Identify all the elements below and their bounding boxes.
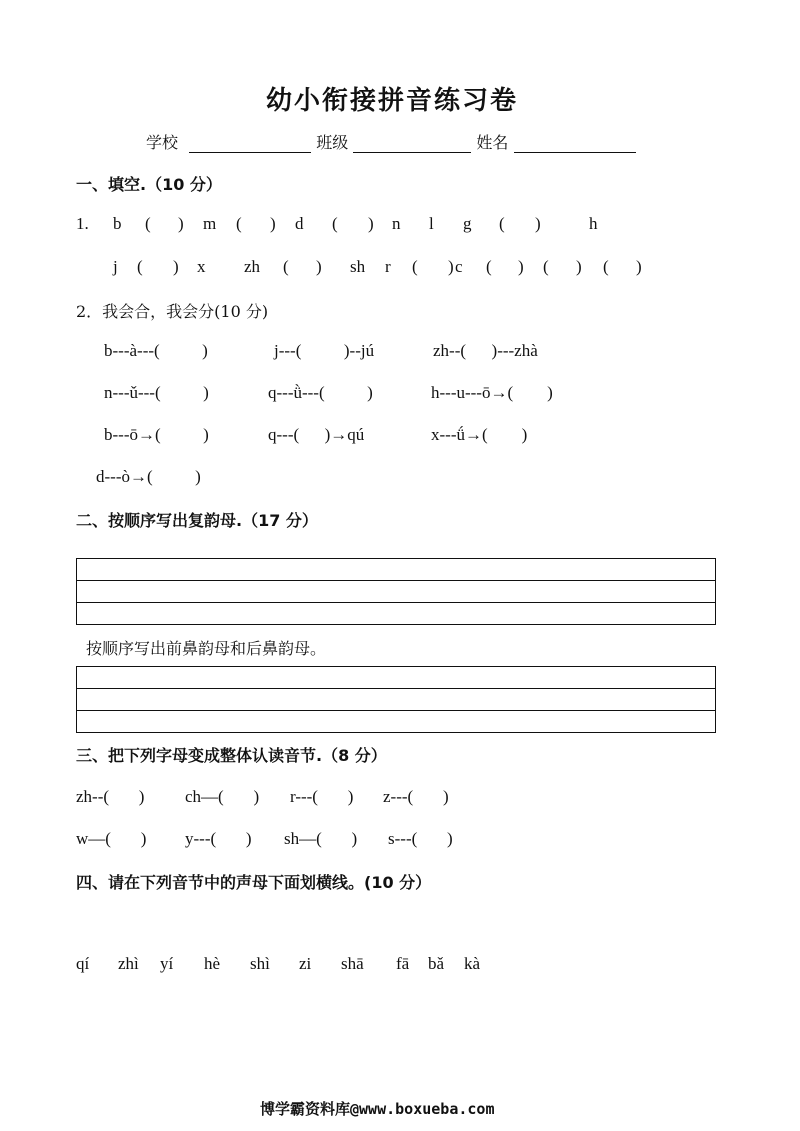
name-blank[interactable] [514, 136, 636, 153]
q1-cell: ) [576, 257, 582, 276]
q1-cell: n [392, 214, 401, 233]
q1-cell: ) [368, 214, 374, 233]
syllable[interactable]: yí [160, 954, 174, 973]
q1-cell: sh [350, 257, 366, 276]
q1-cell: ( [499, 214, 505, 233]
q2-item: j---( )--jú [274, 341, 375, 360]
syllable-blank: sh—( ) [284, 829, 358, 848]
q1-cell: ) [518, 257, 524, 276]
writing-line[interactable] [77, 559, 715, 581]
q1-cell: ) [173, 257, 179, 276]
syllable[interactable]: zi [299, 954, 312, 973]
q1-cell: c [455, 257, 463, 276]
q1-cell: ) [535, 214, 541, 233]
q1-cell: ) [636, 257, 642, 276]
q2-item: zh--( )---zhà [433, 341, 538, 360]
q1-cell: ( [236, 214, 242, 233]
syllable[interactable]: bǎ [428, 954, 445, 973]
q1-cell: ) [178, 214, 184, 233]
q1-cell: ( [603, 257, 609, 276]
compound-finals-writing-box[interactable] [76, 558, 716, 625]
class-label: 班级 [316, 133, 349, 152]
class-blank[interactable] [353, 136, 471, 153]
syllable[interactable]: shā [341, 954, 364, 973]
syllable-blank: w—( ) [76, 829, 147, 848]
q1-cell: r [385, 257, 391, 276]
section-4-heading: 四、请在下列音节中的声母下面划横线。(10 分） [76, 873, 432, 892]
q1-cell: ( [283, 257, 289, 276]
q1-label: 1. [76, 214, 89, 233]
q2-item: d---ò→( ) [96, 467, 201, 486]
q1-cell: ) [448, 257, 454, 276]
writing-line[interactable] [77, 711, 715, 732]
q1-cell: ) [270, 214, 276, 233]
q1-cell: ) [316, 257, 322, 276]
q2-item: x---ǘ→( ) [431, 425, 528, 444]
q1-cell: ( [145, 214, 151, 233]
footer-watermark: 博学霸资料库@www.boxueba.com [260, 1100, 495, 1118]
writing-line[interactable] [77, 603, 715, 624]
syllable[interactable]: qí [76, 954, 90, 973]
q2-item: q---( )→qú [268, 425, 365, 444]
school-label: 学校 [146, 133, 179, 152]
q2-item: b---ō→( ) [104, 425, 209, 444]
q1-cell: ( [412, 257, 418, 276]
q1-cell: j [113, 257, 118, 276]
q2-item: n---ǔ---( ) [104, 383, 209, 402]
q1-cell: ( [137, 257, 143, 276]
q1-cell: m [203, 214, 217, 233]
syllable-blank: r---( ) [290, 787, 354, 806]
syllable-blank: zh--( ) [76, 787, 145, 806]
student-info-line [146, 130, 636, 153]
q2-item: b---à---( ) [104, 341, 208, 360]
q1-cell: l [429, 214, 434, 233]
syllable[interactable]: zhì [118, 954, 139, 973]
syllable-blank: z---( ) [383, 787, 449, 806]
q1-cell: ( [543, 257, 549, 276]
school-blank[interactable] [189, 136, 311, 153]
syllable[interactable]: hè [204, 954, 221, 973]
section-1-heading: 一、填空.（10 分） [76, 175, 222, 194]
q1-cell: b [113, 214, 122, 233]
section-3-heading: 三、把下列字母变成整体认读音节.（8 分） [76, 746, 387, 765]
writing-line[interactable] [77, 667, 715, 689]
q2-item: q---ǜ---( ) [268, 383, 373, 402]
q1-cell: zh [244, 257, 261, 276]
syllable[interactable]: kà [464, 954, 481, 973]
writing-line[interactable] [77, 581, 715, 603]
nasal-finals-writing-box[interactable] [76, 666, 716, 733]
q1-cell: h [589, 214, 598, 233]
syllable-blank: ch—( ) [185, 787, 260, 806]
writing-line[interactable] [77, 689, 715, 711]
q1-cell: ( [486, 257, 492, 276]
section-2-subheading: 按顺序写出前鼻韵母和后鼻韵母。 [86, 639, 327, 658]
page-title: 幼小衔接拼音练习卷 [266, 86, 519, 116]
name-label: 姓名 [476, 133, 509, 152]
section-2-heading: 二、按顺序写出复韵母.（17 分） [76, 511, 318, 530]
syllable-blank: y---( ) [185, 829, 252, 848]
q2-heading: 2．我会合，我会分(10 分) [76, 302, 269, 321]
syllable-blank: s---( ) [388, 829, 453, 848]
syllable[interactable]: shì [250, 954, 270, 973]
q1-cell: d [295, 214, 304, 233]
q2-item: h---u---ō→( ) [431, 383, 553, 402]
q1-cell: g [463, 214, 472, 233]
syllable[interactable]: fā [396, 954, 410, 973]
q1-cell: x [197, 257, 206, 276]
q1-cell: ( [332, 214, 338, 233]
